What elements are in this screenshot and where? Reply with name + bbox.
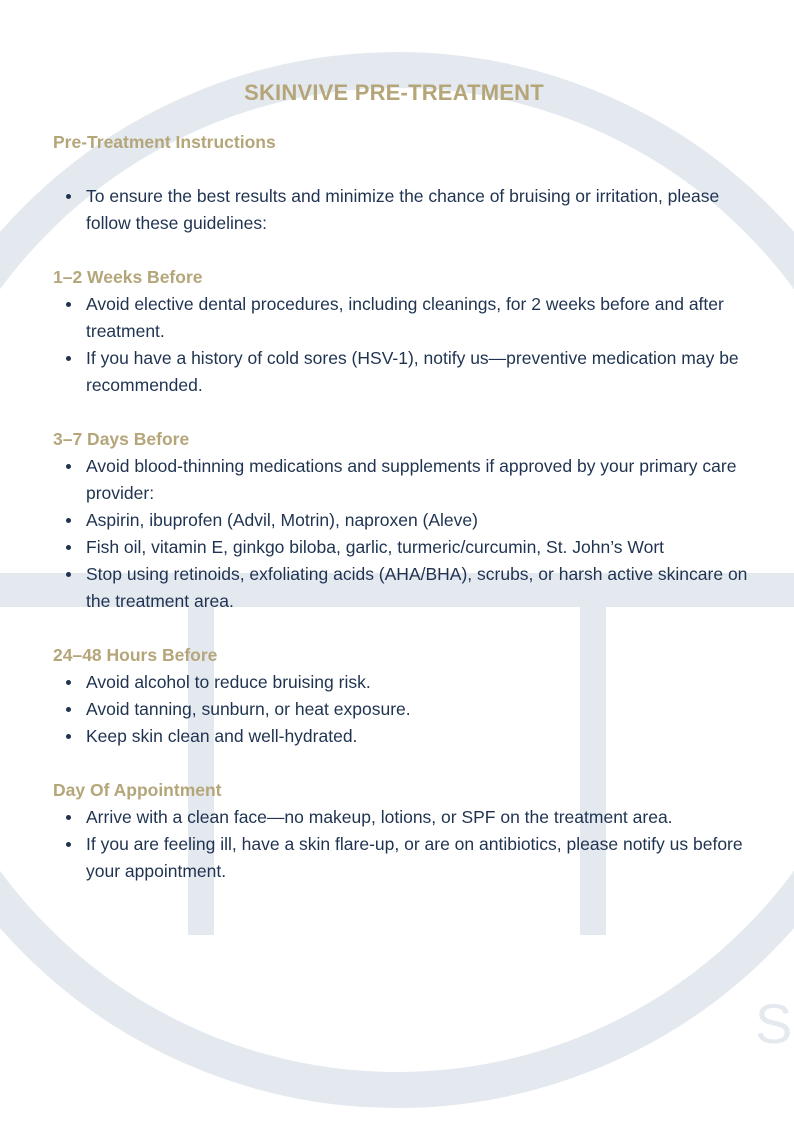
list-item: Aspirin, ibuprofen (Advil, Motrin), naproxen (Aleve) [53,507,753,534]
section-list-24-48-hours-before [53,669,753,750]
list-item: Avoid elective dental procedures, including cleanings, for 2 weeks before and after treatment. [53,291,753,345]
page-title: SKINVIVE PRE-TREATMENT [244,80,544,105]
section-heading-pre-treatment-instructions: Pre-Treatment Instructions [53,132,276,152]
section-heading-1-2-weeks-before: 1–2 Weeks Before [53,267,203,287]
section-list-day-of-appointment [53,804,753,885]
list-item: Stop using retinoids, exfoliating acids (AHA/BHA), scrubs, or harsh active skincare on the treatment area. [53,561,753,615]
list-item: If you are feeling ill, have a skin flare-up, or are on antibiotics, please notify us before your appointment. [53,831,753,885]
list-item: If you have a history of cold sores (HSV-1), notify us—preventive medication may be recommended. [53,345,753,399]
watermark-letter: S [755,992,793,1055]
list-item: Avoid alcohol to reduce bruising risk. [53,669,753,696]
list-item: Fish oil, vitamin E, ginkgo biloba, garlic, turmeric/curcumin, St. John’s Wort [53,534,753,561]
section-list-1-2-weeks-before [53,291,753,399]
list-item: Arrive with a clean face—no makeup, lotions, or SPF on the treatment area. [53,804,753,831]
list-item: To ensure the best results and minimize the chance of bruising or irritation, please follow these guidelines: [53,183,753,237]
list-item: Avoid tanning, sunburn, or heat exposure. [53,696,753,723]
section-heading-day-of-appointment: Day Of Appointment [53,780,222,800]
section-heading-3-7-days-before: 3–7 Days Before [53,429,190,449]
section-heading-24-48-hours-before: 24–48 Hours Before [53,645,218,665]
list-item: Keep skin clean and well-hydrated. [53,723,753,750]
section-list-3-7-days-before [53,453,753,615]
section-list-pre-treatment-instructions [53,183,753,237]
list-item: Avoid blood-thinning medications and supplements if approved by your primary care provider: [53,453,753,507]
